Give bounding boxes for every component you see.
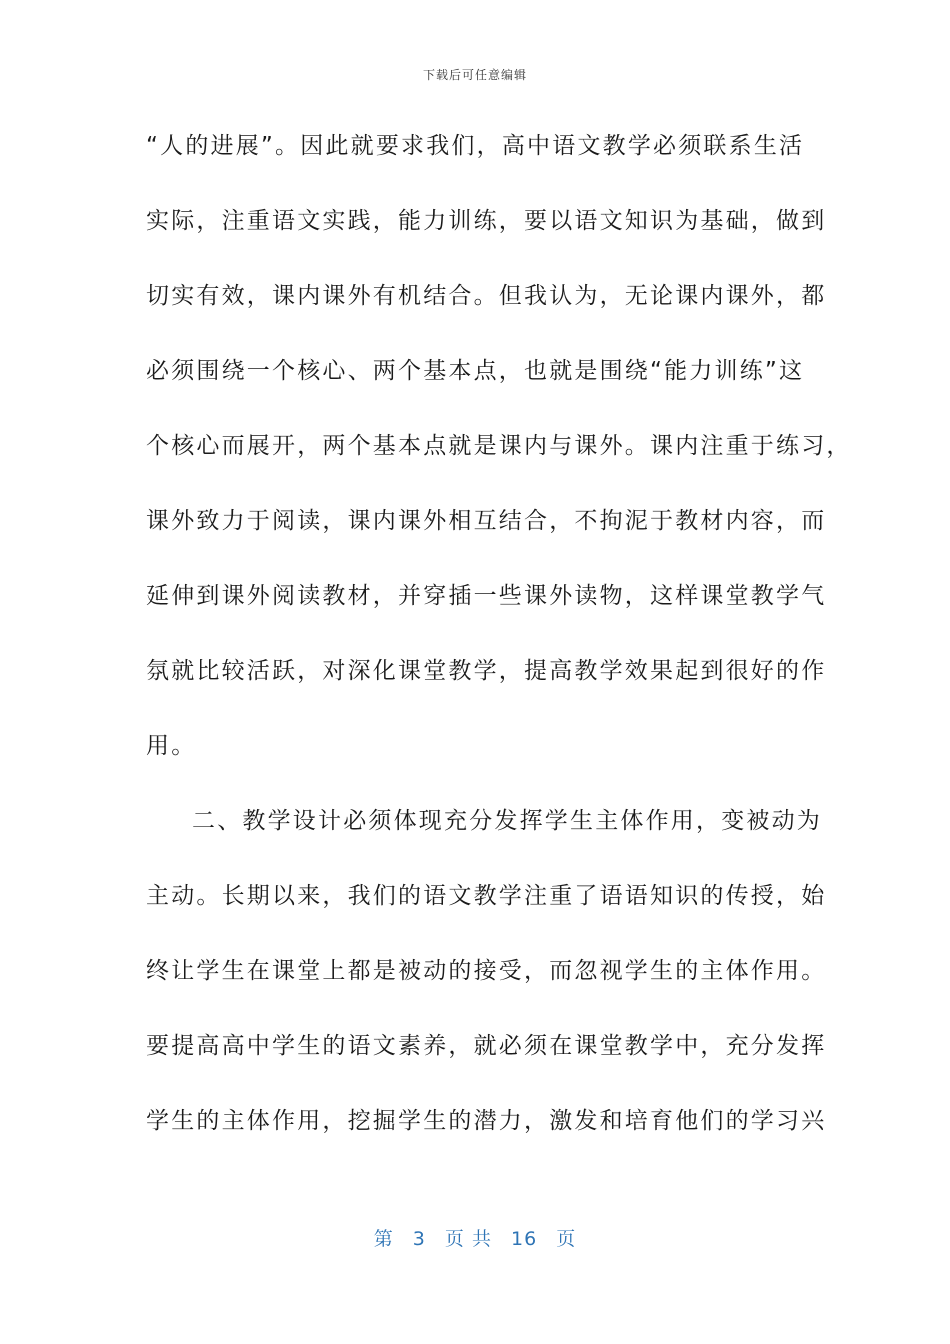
text-line: 用。 xyxy=(146,733,197,759)
text-line: 实际，注重语文实践，能力训练，要以语文知识为基础，做到 xyxy=(146,208,827,234)
text-line: 终让学生在课堂上都是被动的接受，而忽视学生的主体作用。 xyxy=(146,958,827,984)
text-line: 主动。长期以来，我们的语文教学注重了语语知识的传授，始 xyxy=(146,883,827,909)
page-prefix: 第 xyxy=(373,1228,394,1250)
page-middle: 页 共 xyxy=(444,1228,492,1250)
page-footer xyxy=(0,1224,950,1251)
text-line: 切实有效，课内课外有机结合。但我认为，无论课内课外，都 xyxy=(146,283,827,309)
text-line: 必须围绕一个核心、两个基本点，也就是围绕“能力训练”这 xyxy=(146,358,805,384)
text-line: 延伸到课外阅读教材，并穿插一些课外读物，这样课堂教学气 xyxy=(146,583,827,609)
section-heading-line: 二、教学设计必须体现充分发挥学生主体作用，变被动为 xyxy=(192,808,822,834)
text-line: 要提高高中学生的语文素养，就必须在课堂教学中，充分发挥 xyxy=(146,1033,827,1059)
text-line: 学生的主体作用，挖掘学生的潜力，激发和培育他们的学习兴 xyxy=(146,1108,827,1134)
text-line: 个核心而展开，两个基本点就是课内与课外。课内注重于练习， xyxy=(146,433,852,459)
text-line: 课外致力于阅读，课内课外相互结合，不拘泥于教材内容，而 xyxy=(146,508,827,534)
page-suffix: 页 xyxy=(556,1228,577,1250)
header-note: 下载后可任意编辑 xyxy=(422,68,527,82)
current-page-number: 3 xyxy=(412,1228,426,1250)
total-pages-number: 16 xyxy=(511,1228,538,1250)
text-line: “人的进展”。因此就要求我们，高中语文教学必须联系生活 xyxy=(146,133,805,159)
document-body xyxy=(146,118,852,1168)
text-line: 氛就比较活跃，对深化课堂教学，提高教学效果起到很好的作 xyxy=(146,658,827,684)
